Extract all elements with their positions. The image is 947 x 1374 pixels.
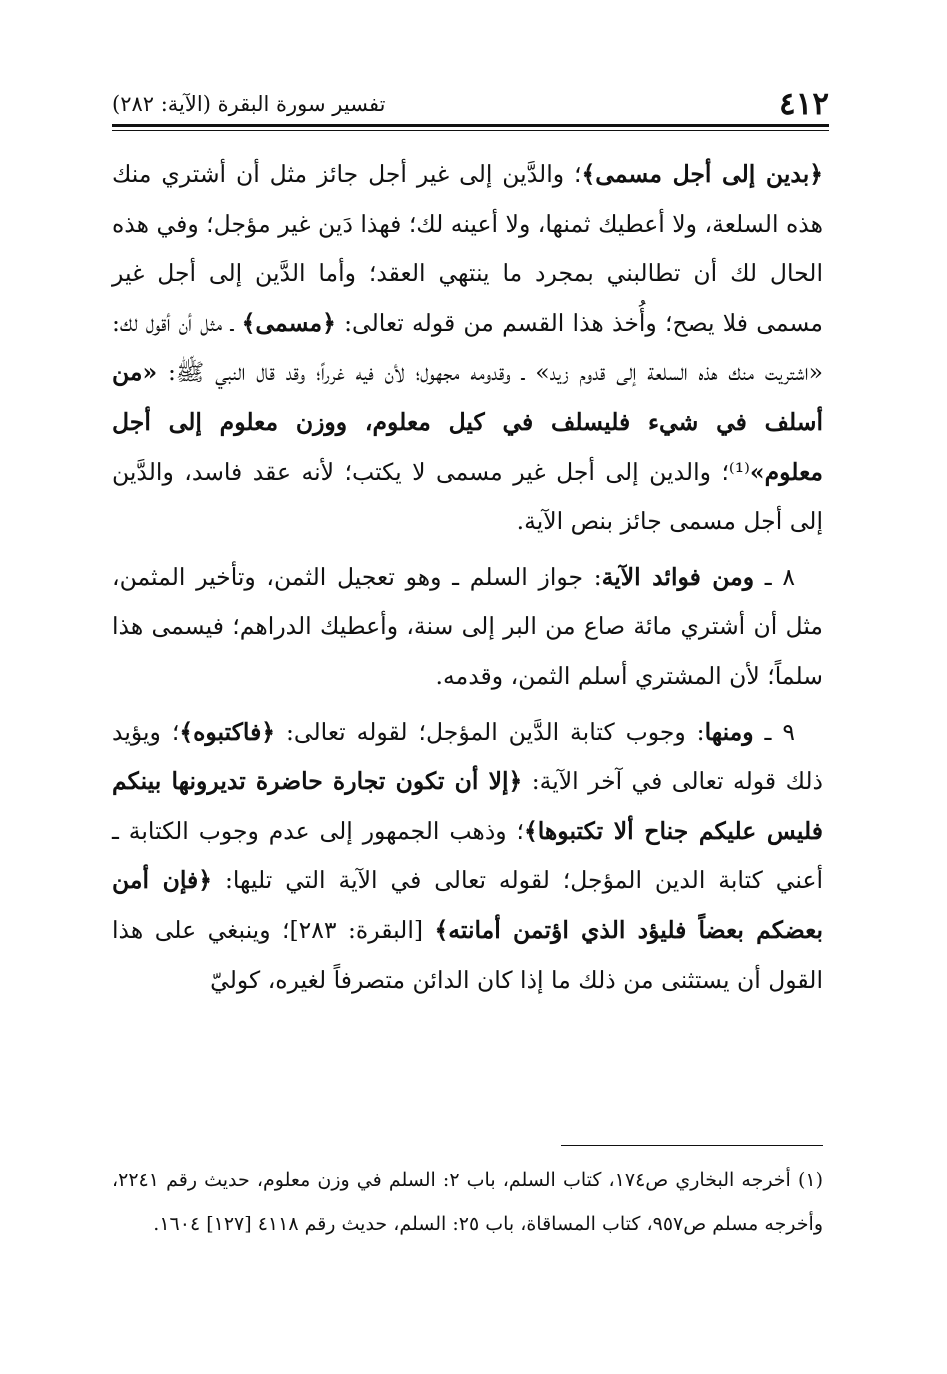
text-run: : جواز السلم ـ وهو تعجيل الثمن، وتأخير المثمن، مثل أن أشتري مائة صاع من البر إلى سنة، وأعطيك الدراهم؛ فيسمى هذا سلماً؛ لأن المشتري أسلم الثمن، وقدمه.	[112, 562, 823, 690]
text-run: ؛ ويؤيد ذلك قوله تعالى في آخر الآية:	[112, 717, 823, 796]
hadith-quote: «من أسلف في شيء فليسلف في كيل معلوم، ووزن معلوم إلى أجل معلوم»	[112, 358, 823, 486]
header-rule-thick	[112, 124, 829, 127]
quran-quote: ﴿فاكتبوه﴾	[179, 717, 276, 746]
footnote-marker: ⁽¹⁾	[728, 457, 750, 486]
text-run: ؛ وذهب الجمهور إلى عدم وجوب الكتابة ـ أعني كتابة الدين المؤجل؛ لقوله تعالى في الآية التي تليها:	[112, 816, 824, 895]
page-header	[112, 86, 829, 122]
item-number: ٨ ـ	[754, 562, 795, 591]
footnote-1: (١) أخرجه البخاري ص١٧٤، كتاب السلم، باب ٢: السلم في وزن معلوم، حديث رقم ٢٢٤١، وأخرجه مسلم ص٩٥٧، كتاب المساقاة، باب ٢٥: السلم، حديث رقم ٤١١٨ [١٢٧] ١٦٠٤.	[112, 1169, 824, 1235]
paragraph-1	[112, 150, 823, 547]
paragraph-3	[112, 708, 823, 1006]
quran-quote: ﴿فإن أمن بعضكم بعضاً فليؤد الذي اؤتمن أمانته﴾	[112, 866, 823, 944]
text-run: ؛ والدَّين إلى غير أجل جائز مثل أن أشتري منك هذه السلعة، ولا أعطيك ثمنها، ولا أعينه لك؛ فهذا دَين غير مؤجل؛ وفي هذه الحال لك أن تطالبني بمجرد ما ينتهي العقد؛ وأما الدَّين إلى أجل غير مسمى فلا يصح؛ وأُخذ هذا القسم من قوله تعالى:	[112, 160, 823, 337]
footnotes	[112, 1158, 823, 1246]
quran-quote: ﴿بدين إلى أجل مسمى﴾	[581, 160, 824, 188]
item-number: ٩ ـ	[753, 717, 795, 746]
section-heading: ومن فوائد الآية	[601, 562, 755, 591]
quran-quote: ﴿مسمى﴾	[241, 308, 336, 337]
text-run: : وجوب كتابة الدَّين المؤجل؛ لقوله تعالى:	[275, 717, 705, 746]
body-text	[112, 150, 823, 1005]
text-run: ؛ والدين إلى أجل غير مسمى لا يكتب؛ لأنه عقد فاسد، والدَّين إلى أجل مسمى جائز بنص الآية.	[112, 457, 823, 536]
quran-quote: ﴿إلا أن تكون تجارة حاضرة تديرونها بينكم فليس عليكم جناح ألا تكتبوها﴾	[112, 767, 823, 845]
text-run: ـ مثل أن أقول لك: «اشتريت منك هذه السلعة إلى قدوم زيد» ـ وقدومه مجهول؛ لأن فيه غرراً؛ وقد قال النبي ﷺ:	[112, 308, 823, 387]
page-number: ٤١٢	[779, 86, 829, 122]
text-run: [البقرة: ٢٨٣]؛ وينبغي على هذا القول أن يستثنى من ذلك ما إذا كان الدائن متصرفاً لغيره، كوليّ	[112, 915, 823, 994]
running-title: تفسير سورة البقرة (الآية: ٢٨٢)	[112, 92, 386, 116]
footnote-rule	[561, 1145, 823, 1146]
section-heading: ومنها	[704, 717, 754, 746]
paragraph-2	[112, 553, 823, 702]
header-rule-thin	[112, 130, 829, 131]
